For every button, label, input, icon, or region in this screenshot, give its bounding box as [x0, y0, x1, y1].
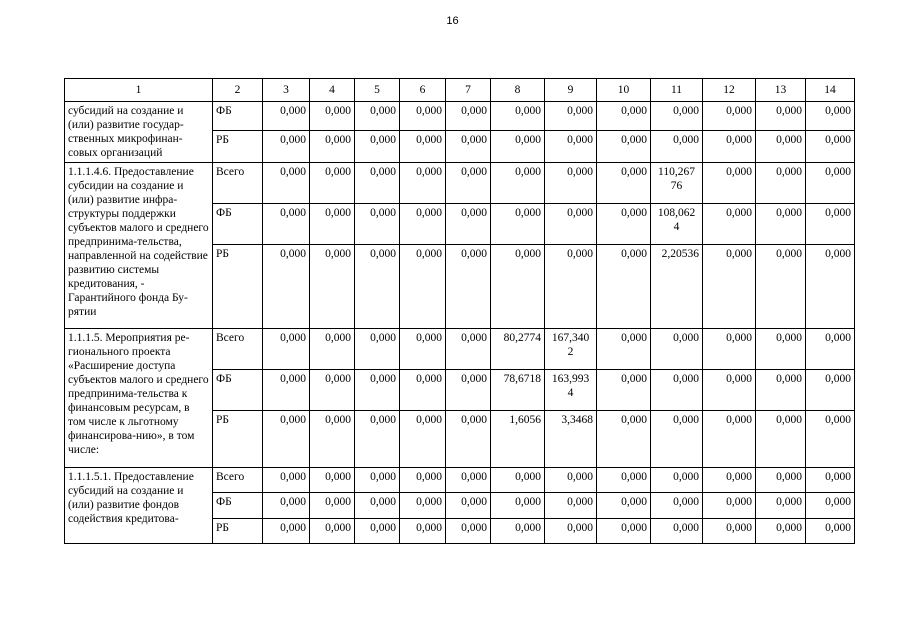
value-cell: 0,000 — [651, 411, 703, 468]
value-cell: 167,340 2 — [545, 329, 597, 370]
value-cell: 0,000 — [310, 370, 355, 411]
value-cell: 0,000 — [597, 163, 651, 204]
value-cell: 0,000 — [597, 329, 651, 370]
value-cell: 0,000 — [651, 131, 703, 163]
value-cell: 0,000 — [355, 468, 400, 493]
value-cell: 0,000 — [756, 163, 806, 204]
value-cell: 0,000 — [756, 102, 806, 131]
table-header-row — [65, 79, 855, 102]
value-cell: 0,000 — [491, 131, 545, 163]
value-cell: 0,000 — [400, 329, 446, 370]
funding-source: Всего — [213, 329, 263, 370]
value-cell: 0,000 — [703, 370, 756, 411]
value-cell: 0,000 — [545, 519, 597, 544]
value-cell: 0,000 — [355, 329, 400, 370]
funding-source: ФБ — [213, 493, 263, 519]
value-cell: 0,000 — [263, 131, 310, 163]
value-cell: 78,6718 — [491, 370, 545, 411]
value-cell: 0,000 — [355, 131, 400, 163]
value-cell: 0,000 — [355, 519, 400, 544]
value-cell: 0,000 — [446, 370, 491, 411]
value-cell: 0,000 — [400, 493, 446, 519]
value-cell: 0,000 — [446, 411, 491, 468]
value-cell: 0,000 — [310, 468, 355, 493]
value-cell: 0,000 — [400, 102, 446, 131]
value-cell: 1,6056 — [491, 411, 545, 468]
value-cell: 0,000 — [756, 204, 806, 245]
activity-description: 1.1.1.4.6. Предоставление субсидии на создание и (или) развитие инфра-структуры поддержки субъектов малого и среднего предпринима-тельства, направленной на содействие развитию системы кредитования, - Гарантийного фонда Бу-рятии — [65, 163, 213, 329]
table-row — [65, 468, 855, 493]
value-cell: 0,000 — [806, 370, 855, 411]
value-cell: 0,000 — [446, 131, 491, 163]
value-cell: 0,000 — [806, 131, 855, 163]
value-cell: 0,000 — [400, 468, 446, 493]
value-cell: 0,000 — [310, 493, 355, 519]
column-header: 12 — [703, 79, 756, 102]
value-cell: 0,000 — [310, 204, 355, 245]
value-cell: 0,000 — [703, 131, 756, 163]
column-header: 2 — [213, 79, 263, 102]
value-cell: 0,000 — [756, 519, 806, 544]
value-cell: 0,000 — [651, 370, 703, 411]
column-header: 5 — [355, 79, 400, 102]
table-row — [65, 163, 855, 204]
value-cell: 0,000 — [597, 411, 651, 468]
value-cell: 0,000 — [597, 493, 651, 519]
value-cell: 0,000 — [263, 329, 310, 370]
value-cell: 0,000 — [703, 468, 756, 493]
value-cell: 0,000 — [310, 245, 355, 329]
value-cell: 0,000 — [597, 102, 651, 131]
value-cell: 0,000 — [491, 468, 545, 493]
value-cell: 0,000 — [446, 204, 491, 245]
activity-description: 1.1.1.5.1. Предоставление субсидий на создание и (или) развитие фондов содействия кредитова- — [65, 468, 213, 544]
value-cell: 0,000 — [263, 411, 310, 468]
column-header: 1 — [65, 79, 213, 102]
value-cell: 0,000 — [310, 329, 355, 370]
activity-description: 1.1.1.5. Мероприятия ре-гионального проекта «Расширение доступа субъектов малого и среднего предпринима-тельства к финансовым ресурсам, в том числе к льготному финансирова-нию», в том числе: — [65, 329, 213, 468]
value-cell: 0,000 — [491, 163, 545, 204]
value-cell: 0,000 — [703, 411, 756, 468]
funding-source: ФБ — [213, 204, 263, 245]
value-cell: 0,000 — [806, 468, 855, 493]
column-header: 13 — [756, 79, 806, 102]
value-cell: 0,000 — [263, 519, 310, 544]
value-cell: 3,3468 — [545, 411, 597, 468]
value-cell: 0,000 — [703, 245, 756, 329]
column-header: 11 — [651, 79, 703, 102]
value-cell: 0,000 — [400, 131, 446, 163]
value-cell: 0,000 — [806, 493, 855, 519]
value-cell: 0,000 — [756, 370, 806, 411]
value-cell: 0,000 — [355, 245, 400, 329]
column-header: 7 — [446, 79, 491, 102]
value-cell: 0,000 — [703, 102, 756, 131]
value-cell: 0,000 — [756, 411, 806, 468]
value-cell: 0,000 — [597, 131, 651, 163]
value-cell: 80,2774 — [491, 329, 545, 370]
value-cell: 163,993 4 — [545, 370, 597, 411]
value-cell: 0,000 — [491, 519, 545, 544]
column-header: 9 — [545, 79, 597, 102]
value-cell: 0,000 — [597, 468, 651, 493]
value-cell: 0,000 — [756, 468, 806, 493]
value-cell: 0,000 — [310, 411, 355, 468]
column-header: 8 — [491, 79, 545, 102]
funding-source: РБ — [213, 519, 263, 544]
value-cell: 0,000 — [806, 519, 855, 544]
value-cell: 0,000 — [703, 204, 756, 245]
funding-source: РБ — [213, 411, 263, 468]
value-cell: 0,000 — [545, 493, 597, 519]
value-cell: 0,000 — [756, 329, 806, 370]
value-cell: 0,000 — [355, 493, 400, 519]
funding-source: РБ — [213, 131, 263, 163]
value-cell: 0,000 — [263, 370, 310, 411]
value-cell: 0,000 — [310, 519, 355, 544]
value-cell: 0,000 — [446, 245, 491, 329]
value-cell: 0,000 — [491, 493, 545, 519]
value-cell: 0,000 — [355, 163, 400, 204]
value-cell: 0,000 — [491, 245, 545, 329]
value-cell: 0,000 — [491, 204, 545, 245]
value-cell: 0,000 — [310, 163, 355, 204]
value-cell: 0,000 — [651, 329, 703, 370]
value-cell: 0,000 — [651, 468, 703, 493]
value-cell: 0,000 — [263, 102, 310, 131]
value-cell: 0,000 — [491, 102, 545, 131]
value-cell: 0,000 — [651, 102, 703, 131]
value-cell: 0,000 — [597, 370, 651, 411]
value-cell: 0,000 — [651, 493, 703, 519]
column-header: 6 — [400, 79, 446, 102]
activity-description: субсидий на создание и (или) развитие государ-ственных микрофинан-совых организаций — [65, 102, 213, 163]
value-cell: 0,000 — [545, 245, 597, 329]
value-cell: 0,000 — [651, 519, 703, 544]
funding-source: ФБ — [213, 370, 263, 411]
value-cell: 0,000 — [310, 131, 355, 163]
budget-table — [64, 78, 855, 544]
value-cell: 0,000 — [400, 245, 446, 329]
funding-source: Всего — [213, 163, 263, 204]
value-cell: 0,000 — [400, 519, 446, 544]
funding-source: ФБ — [213, 102, 263, 131]
column-header: 3 — [263, 79, 310, 102]
value-cell: 110,267 76 — [651, 163, 703, 204]
page-number: 16 — [446, 15, 459, 27]
value-cell: 0,000 — [310, 102, 355, 131]
value-cell: 0,000 — [806, 245, 855, 329]
funding-source: Всего — [213, 468, 263, 493]
value-cell: 0,000 — [263, 245, 310, 329]
value-cell: 0,000 — [703, 493, 756, 519]
value-cell: 0,000 — [597, 245, 651, 329]
value-cell: 0,000 — [806, 102, 855, 131]
value-cell: 0,000 — [446, 329, 491, 370]
value-cell: 0,000 — [263, 204, 310, 245]
value-cell: 0,000 — [545, 204, 597, 245]
value-cell: 0,000 — [263, 493, 310, 519]
value-cell: 0,000 — [756, 493, 806, 519]
value-cell: 0,000 — [545, 468, 597, 493]
column-header: 4 — [310, 79, 355, 102]
funding-source: РБ — [213, 245, 263, 329]
value-cell: 0,000 — [703, 329, 756, 370]
value-cell: 0,000 — [446, 493, 491, 519]
value-cell: 0,000 — [703, 519, 756, 544]
value-cell: 0,000 — [545, 131, 597, 163]
value-cell: 0,000 — [597, 204, 651, 245]
table-row — [65, 329, 855, 370]
value-cell: 0,000 — [263, 468, 310, 493]
value-cell: 0,000 — [545, 102, 597, 131]
value-cell: 0,000 — [400, 204, 446, 245]
value-cell: 0,000 — [703, 163, 756, 204]
value-cell: 0,000 — [355, 102, 400, 131]
value-cell: 0,000 — [806, 204, 855, 245]
value-cell: 0,000 — [806, 411, 855, 468]
value-cell: 0,000 — [446, 468, 491, 493]
value-cell: 0,000 — [597, 519, 651, 544]
value-cell: 0,000 — [756, 131, 806, 163]
value-cell: 0,000 — [400, 163, 446, 204]
value-cell: 108,062 4 — [651, 204, 703, 245]
value-cell: 0,000 — [446, 102, 491, 131]
value-cell: 0,000 — [806, 163, 855, 204]
value-cell: 0,000 — [756, 245, 806, 329]
value-cell: 0,000 — [355, 204, 400, 245]
value-cell: 0,000 — [355, 370, 400, 411]
column-header: 10 — [597, 79, 651, 102]
value-cell: 0,000 — [806, 329, 855, 370]
value-cell: 0,000 — [400, 370, 446, 411]
value-cell: 0,000 — [263, 163, 310, 204]
value-cell: 0,000 — [355, 411, 400, 468]
value-cell: 2,20536 — [651, 245, 703, 329]
table-row — [65, 102, 855, 131]
value-cell: 0,000 — [400, 411, 446, 468]
value-cell: 0,000 — [446, 163, 491, 204]
column-header: 14 — [806, 79, 855, 102]
value-cell: 0,000 — [545, 163, 597, 204]
value-cell: 0,000 — [446, 519, 491, 544]
